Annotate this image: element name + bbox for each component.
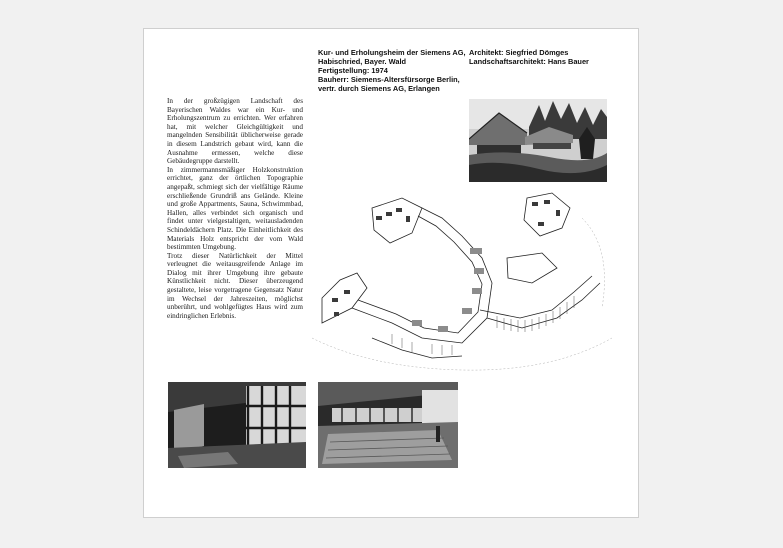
- project-line: vertr. durch Siemens AG, Erlangen: [318, 84, 440, 93]
- project-info: [318, 48, 466, 93]
- paragraph: Trotz dieser Natürlichkeit der Mittel verleugnet die weitausgreifende Anlage im Dialog mit ihrer Umgebung ihre gebaute Künstlichkeit nicht. Dieser überzeugend gestaltete, leise vorgetragene Gegensatz Natur im Wechsel der Jahreszeiten, möglichst unberührt, und wohlgefügtes Haus wird zum eindringlichen Erlebnis.: [167, 251, 303, 320]
- paragraph: In der großzügigen Landschaft des Bayerischen Waldes war ein Kur- und Erholungszentrum zu errichten. Wer erfahren hat, mit welcher Gleichgültigkeit und mangelnden Sensibilität üblicherweise gerade in diesem Landstrich gebaut wird, kann die Ausnahme ermessen, welche diese Gebäudegruppe darstellt.: [167, 97, 303, 166]
- architect-line: Architekt: Siegfried Dömges: [469, 48, 569, 57]
- project-line: Bauherr: Siemens-Altersfürsorge Berlin,: [318, 75, 460, 84]
- site-plan-drawing: [312, 188, 618, 378]
- landscape-architect-line: Landschaftsarchitekt: Hans Bauer: [469, 57, 589, 66]
- project-line: Habischried, Bayer. Wald: [318, 57, 407, 66]
- swimming-pool-photo: [318, 382, 458, 468]
- paragraph: In zimmermannsmäßiger Holzkonstruktion errichtet, ganz der örtlichen Topographie angepaßt, schmiegt sich der vielfältige Räume erschließende Grundriß ans Gelände. Kleine und große Appartments, Sauna, Schwimmbad, Hallen, alles verbindet sich organisch und findet unter vielgestaltigen, weitausladenden Schindeldächern Platz. Die Einheitlichkeit des Materials Holz entspricht der vom Wald bestimmten Umgebung.: [167, 165, 303, 252]
- project-line: Kur- und Erholungsheim der Siemens AG,: [318, 48, 466, 57]
- credits: [469, 48, 589, 66]
- interior-hall-photo: [168, 382, 306, 468]
- project-line: Fertigstellung: 1974: [318, 66, 388, 75]
- article-text: [167, 97, 303, 320]
- exterior-photo: [469, 99, 607, 182]
